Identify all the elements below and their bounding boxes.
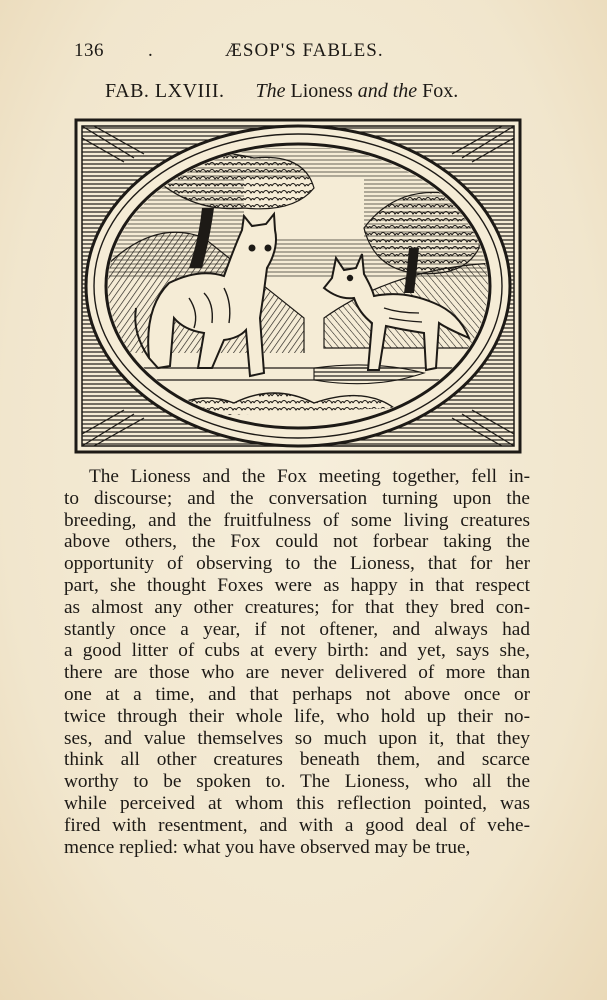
body-line: to discourse; and the conversation turning upon the [64,487,530,509]
body-line: worthy to be spoken to. The Lioness, who all the [64,771,530,793]
body-line: while perceived at whom this reflection pointed, was [64,792,530,814]
header-separator: . [148,40,154,61]
body-line: a good litter of cubs at every birth: and yet, says she, [64,640,530,662]
body-line: there are those who are never delivered of more than [64,662,530,684]
fable-title-fox: Fox. [422,80,459,102]
fable-body-text [64,466,530,858]
fable-title [256,80,459,102]
fable-title-the2: the [392,80,418,102]
body-line: mence replied: what you have observed may be true, [64,836,471,858]
fable-number: FAB. LXVIII. [105,80,225,102]
body-line: fired with resentment, and with a good deal of vehe- [64,814,530,836]
body-line: opportunity of observing to the Lioness, that for her [64,553,530,575]
running-head [60,40,540,66]
body-line: part, she thought Foxes were as happy in that respect [64,574,530,596]
fable-title-and: and [357,80,388,102]
page-number: 136 [74,40,104,61]
body-line: as almost any other creatures; for that they bred con- [64,596,530,618]
book-title: ÆSOP'S FABLES. [225,40,384,61]
body-line: The Lioness and the Fox meeting together, fell in- [89,466,530,487]
body-line: stantly once a year, if not oftener, and always had [64,618,530,640]
body-line: breeding, and the fruitfulness of some living creatures [64,509,530,531]
body-line: twice through their whole life, who hold up their no- [64,705,530,727]
fable-heading [60,80,550,103]
body-line: one at a time, and that perhaps not above once or [64,683,530,705]
fable-title-the: The [255,80,286,102]
body-line: think all other creatures beneath them, and scarce [64,749,530,771]
fable-title-lioness: Lioness [290,80,353,102]
woodcut-illustration [74,118,522,454]
body-line: above others, the Fox could not forbear taking the [64,531,530,553]
body-line: ses, and value themselves so much upon it, that they [64,727,530,749]
